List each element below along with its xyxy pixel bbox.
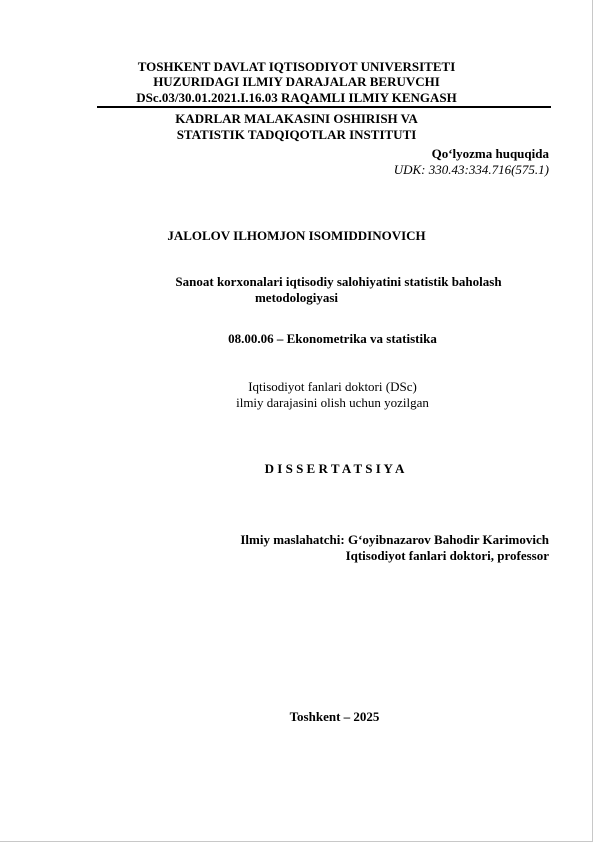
dissertation-title-line2: metodologiyasi	[254, 290, 339, 305]
manuscript-rights: Qo‘lyozma huquqida	[431, 146, 549, 161]
university-name: TOSHKENT DAVLAT IQTISODIYOT UNIVERSITETI	[137, 59, 456, 74]
author-name: JALOLOV ILHOMJON ISOMIDDINOVICH	[167, 228, 426, 243]
header-divider	[97, 106, 551, 108]
institute-line2: STATISTIK TADQIQOTLAR INSTITUTI	[176, 127, 417, 142]
council-line: HUZURIDAGI ILMIY DARAJALAR BERUVCHI	[153, 74, 440, 89]
specialty-code: 08.00.06 – Ekonometrika va statistika	[228, 331, 437, 346]
institute-line1: KADRLAR MALAKASINI OSHIRISH VA	[175, 111, 418, 126]
scientific-advisor: Ilmiy maslahatchi: G‘oyibnazarov Bahodir Karimovich	[240, 532, 549, 547]
place-and-year: Toshkent – 2025	[289, 709, 380, 724]
dissertation-title-line1: Sanoat korxonalari iqtisodiy salohiyatini statistik baholash	[175, 274, 502, 289]
degree-line1: Iqtisodiyot fanlari doktori (DSc)	[248, 379, 417, 394]
document-type: D I S S E R T A T S I Y A	[264, 461, 405, 476]
udk-code: UDK: 330.43:334.716(575.1)	[393, 162, 549, 177]
council-number: DSc.03/30.01.2021.I.16.03 RAQAMLI ILMIY KENGASH	[136, 90, 457, 105]
degree-line2: ilmiy darajasini olish uchun yozilgan	[236, 395, 429, 410]
advisor-credentials: Iqtisodiyot fanlari doktori, professor	[345, 548, 549, 563]
